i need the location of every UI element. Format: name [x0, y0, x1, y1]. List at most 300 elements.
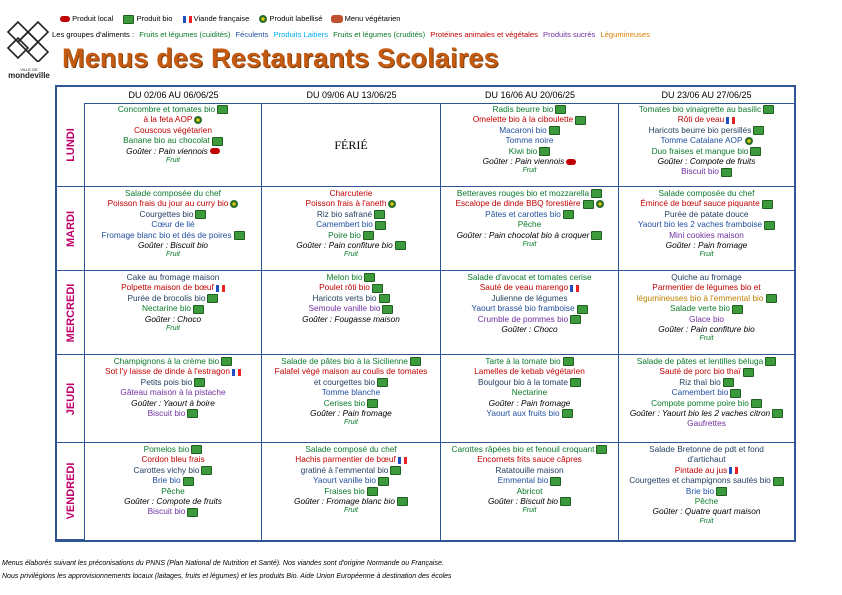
menu-item-text: Goûter : Choco — [144, 313, 202, 324]
footer-line-2: Nous privilégions les approvisionnements locaux (laitages, fruits et légumes) et les produits Bio. Aide Union Européenne à destination des écoles — [2, 573, 452, 580]
bio-icon — [379, 294, 390, 303]
bio-icon — [549, 126, 560, 135]
menu-item — [262, 293, 440, 303]
menu-item — [619, 209, 794, 219]
menu-item-text: Salade d'avocat et tomates cerise — [467, 272, 592, 282]
menu-item-text: Salade composée du chef — [658, 188, 755, 198]
menu-item — [619, 314, 794, 324]
bio-icon — [550, 477, 561, 486]
menu-item-text: et courgettes bio — [313, 376, 376, 387]
bio-icon — [372, 284, 383, 293]
menu-item — [85, 219, 261, 229]
menu-cell-mardi-week-3 — [441, 187, 619, 271]
menu-item — [262, 454, 440, 464]
menu-item-text: Fruit — [699, 517, 714, 525]
menu-item — [441, 188, 618, 198]
menu-item-text: Omelette bio à la ciboulette — [472, 114, 574, 125]
day-label-text: MERCREDI — [64, 283, 77, 342]
menu-item-text: à la feta AOP — [143, 114, 193, 125]
groups-intro: Les groupes d'aliments : — [52, 30, 135, 39]
menu-item — [85, 314, 261, 324]
menu-item-text: Yaourt aux fruits bio — [486, 408, 560, 419]
flag-icon — [232, 369, 241, 376]
menu-item-text: Yaourt vanille bio — [312, 475, 377, 486]
menu-item — [85, 356, 261, 366]
week-header-3: DU 23/06 AU 27/06/25 — [619, 87, 794, 104]
menu-cell-lundi-week-1 — [85, 103, 262, 187]
menu-item — [262, 465, 440, 475]
bio-icon — [187, 409, 198, 418]
menu-item — [85, 444, 261, 454]
bio-icon — [721, 168, 732, 177]
menu-item — [85, 125, 261, 135]
menu-item-text: Purée de patate douce — [664, 208, 749, 219]
menu-item-text: Sauté de porc bio thaï — [659, 366, 741, 377]
menu-item-text: Macaroni bio — [499, 124, 547, 135]
menu-item — [619, 282, 794, 292]
menu-item-text: Emmental bio — [497, 475, 549, 486]
menu-item — [262, 230, 440, 240]
menu-item — [619, 104, 794, 114]
bio-icon — [183, 477, 194, 486]
label-icon — [745, 137, 753, 145]
menu-item-text: Goûter : Fougasse maison — [302, 313, 400, 324]
menu-item — [85, 230, 261, 240]
menu-cell-jeudi-week-2 — [262, 355, 441, 443]
menu-item-text: Brie bio — [152, 475, 181, 486]
menu-item — [85, 486, 261, 496]
group-1: Féculents — [235, 30, 269, 39]
bio-icon — [583, 200, 594, 209]
menu-item — [619, 198, 794, 208]
menu-cell-jeudi-week-4 — [619, 355, 794, 443]
menu-item — [619, 250, 794, 260]
bio-icon — [539, 147, 550, 156]
menu-item — [85, 387, 261, 397]
bio-icon — [207, 294, 218, 303]
menu-item-text: Goûter : Pain fromage — [488, 397, 571, 408]
menu-item — [262, 240, 440, 250]
menu-item — [619, 408, 794, 418]
day-label-vendredi — [57, 443, 85, 540]
flag-icon — [726, 117, 735, 124]
bio-icon — [555, 105, 566, 114]
menu-cell-jeudi-week-3 — [441, 355, 619, 443]
bio-icon — [730, 389, 741, 398]
menu-item — [619, 125, 794, 135]
logo-text-top: VILLE DE — [20, 67, 38, 72]
menu-item-text: Biscuit bio — [147, 408, 186, 419]
menu-cell-vendredi-week-2 — [262, 443, 441, 540]
menu-item — [619, 230, 794, 240]
menu-item-text: Goûter : Quatre quart maison — [652, 506, 761, 517]
menu-item-text: FÉRIÉ — [334, 137, 368, 152]
menu-item — [262, 475, 440, 485]
menu-item-text: Salade de pâtes bio à la Sicilienne — [281, 356, 408, 366]
menu-item-text: Salade de pâtes et lentilles béluga — [636, 356, 764, 366]
menu-item — [262, 188, 440, 198]
menu-item — [619, 454, 794, 464]
menu-item — [619, 156, 794, 166]
menu-item-text: Riz bio safrané — [316, 208, 373, 219]
menu-item — [619, 418, 794, 428]
menu-item-text: Camembert bio — [316, 219, 373, 230]
bio-icon — [723, 378, 734, 387]
menu-cell-mardi-week-4 — [619, 187, 794, 271]
menu-item-text: Quiche au fromage — [671, 272, 742, 282]
menu-item-text: Goûter : Biscuit bio — [487, 496, 559, 507]
menu-item — [441, 282, 618, 292]
menu-item-text: Pomelos bio — [143, 444, 190, 454]
menu-item-text: Banane bio au chocolat — [123, 135, 210, 146]
veggie-icon — [331, 15, 343, 23]
menu-cell-mercredi-week-3 — [441, 271, 619, 355]
menu-item — [441, 198, 618, 208]
menu-item-text: Goûter : Choco — [501, 324, 558, 335]
menu-item-text: Fruit — [166, 157, 180, 165]
menu-item-text: gratiné à l'emmental bio — [300, 464, 389, 475]
menu-item-text: Fruit — [166, 251, 180, 259]
menu-item-text: Polpette maison de bœuf — [121, 282, 214, 293]
menu-item-text: Courgettes bio — [139, 208, 194, 219]
menu-item-text: Radis beurre bio — [492, 104, 554, 114]
day-label-text: MARDI — [64, 210, 77, 247]
menu-item-text: Pêche — [694, 496, 719, 507]
menu-item-text: Fruit — [344, 419, 358, 427]
menu-item-text: Hachis parmentier de bœuf — [295, 454, 396, 465]
group-0: Fruits et légumes (cuidités) — [139, 30, 231, 39]
day-label-text: LUNDI — [64, 127, 77, 162]
menu-item-text: Poisson frais du jour au curry bio — [107, 198, 229, 209]
menu-item — [441, 387, 618, 397]
menu-item — [85, 454, 261, 464]
menu-item — [619, 324, 794, 334]
bio-icon — [382, 305, 393, 314]
menu-item-text: Goûter : Fromage blanc bio — [294, 496, 395, 507]
menu-item-text: Julienne de légumes — [491, 292, 568, 303]
bio-icon — [364, 273, 375, 282]
menu-item-text: Goûter : Pain confiture bio — [296, 240, 393, 251]
menu-item — [619, 146, 794, 156]
group-2: Produits Laitiers — [273, 30, 328, 39]
menu-item — [619, 334, 794, 344]
menu-item-text: Fruit — [522, 507, 537, 515]
menu-item — [85, 240, 261, 250]
menu-item-text: Émincé de bœuf sauce piquante — [640, 198, 760, 209]
menu-item — [441, 377, 618, 387]
bio-icon — [596, 445, 607, 454]
legend — [58, 14, 406, 24]
menu-item-text: Fruit — [522, 167, 537, 175]
bio-icon — [410, 357, 421, 366]
legend-local: Produit local — [58, 14, 113, 23]
menu-item-text: Pintade au jus — [674, 464, 728, 475]
bio-icon — [732, 305, 743, 314]
menu-cell-mercredi-week-4 — [619, 271, 794, 355]
menu-item — [441, 496, 618, 506]
menu-cell-lundi-week-3 — [441, 103, 619, 187]
menu-cell-mardi-week-1 — [85, 187, 262, 271]
menu-item-text: Kiwi bio — [508, 145, 538, 156]
day-label-lundi — [57, 103, 85, 187]
menu-item — [441, 240, 618, 250]
bio-icon — [212, 137, 223, 146]
bio-icon — [765, 357, 776, 366]
menu-item-text: Semoule vanille bio — [308, 303, 381, 314]
menu-item — [619, 506, 794, 516]
menu-item-text: Goûter : Biscuit bio — [137, 240, 209, 251]
menu-item — [441, 324, 618, 334]
legend-veggie: Menu végétarien — [331, 14, 401, 23]
menu-item-text: Riz thaï bio — [679, 376, 721, 387]
menu-item-text: Fraises bio — [324, 485, 365, 496]
menu-item — [441, 209, 618, 219]
menu-item-text: Fruit — [344, 507, 358, 515]
menu-item-text: Yaourt brassé bio framboise — [471, 303, 575, 314]
bio-icon — [395, 241, 406, 250]
menu-item — [619, 272, 794, 282]
bio-icon — [221, 357, 232, 366]
menu-item-text: Goûter : Compote de fruits — [657, 156, 756, 167]
menu-item — [85, 198, 261, 208]
menu-item-text: Pâtes et carottes bio — [485, 208, 561, 219]
local-icon — [210, 148, 220, 154]
bio-icon — [562, 409, 573, 418]
legend-label: Produit labellisé — [257, 14, 322, 23]
menu-item-text: Salade verte bio — [670, 303, 730, 314]
menu-item — [85, 475, 261, 485]
menu-item-text: Biscuit bio — [147, 506, 186, 517]
bio-icon — [716, 487, 727, 496]
menu-cell-lundi-week-2 — [262, 103, 441, 187]
menu-item — [441, 454, 618, 464]
menu-item-text: Lamelles de kebab végétarien — [474, 366, 585, 377]
menu-item — [441, 125, 618, 135]
menu-item — [85, 135, 261, 145]
menu-item-text: Cerises bio — [323, 397, 366, 408]
menu-item-text: Poisson frais à l'aneth — [305, 198, 387, 209]
menu-item — [85, 366, 261, 376]
menu-item-text: Nectarine — [511, 387, 548, 398]
bio-icon — [123, 15, 134, 24]
label-icon — [259, 15, 267, 23]
bio-icon — [563, 357, 574, 366]
bio-icon — [591, 189, 602, 198]
menu-item-text: Petits pois bio — [140, 376, 193, 387]
city-logo-icon — [6, 18, 52, 62]
menu-item-text: Pêche — [161, 485, 185, 496]
bio-icon — [577, 305, 588, 314]
menu-item — [262, 209, 440, 219]
page-title: Menus des Restaurants Scolaires — [62, 43, 499, 73]
menu-item — [441, 366, 618, 376]
bio-icon — [363, 231, 374, 240]
bio-icon — [764, 221, 775, 230]
bio-icon — [374, 210, 385, 219]
menu-item — [85, 209, 261, 219]
menu-item — [262, 506, 440, 516]
bio-icon — [377, 378, 388, 387]
menu-item — [85, 506, 261, 516]
menu-item-text: Abricot — [516, 485, 543, 496]
menu-item — [262, 303, 440, 313]
menu-item-text: Goûter : Compote de fruits — [124, 496, 222, 507]
bio-icon — [766, 294, 777, 303]
menu-item — [619, 188, 794, 198]
menu-item — [262, 366, 440, 376]
menu-item-text: Charcuterie — [329, 188, 373, 198]
menu-item — [441, 465, 618, 475]
day-label-mardi — [57, 187, 85, 271]
menu-item-text: Haricots beurre bio persillés — [648, 124, 752, 135]
bio-icon — [397, 497, 408, 506]
menu-item — [441, 293, 618, 303]
menu-item — [619, 240, 794, 250]
label-icon — [194, 116, 202, 124]
menu-item — [619, 366, 794, 376]
menu-item — [441, 398, 618, 408]
menu-item-text: Biscuit bio — [681, 166, 719, 177]
menu-item — [85, 104, 261, 114]
menu-item — [619, 465, 794, 475]
menu-item — [441, 475, 618, 485]
menu-item — [619, 517, 794, 527]
menu-item-text: Goûter : Pain chocolat bio à croquer — [456, 229, 590, 240]
menu-item — [441, 356, 618, 366]
bio-icon — [390, 466, 401, 475]
menu-item — [262, 198, 440, 208]
menu-item-text: Tarte à la tomate bio — [485, 356, 561, 366]
menu-item-text: Goûter : Pain viennois — [126, 145, 208, 156]
bio-icon — [570, 378, 581, 387]
menu-item — [262, 496, 440, 506]
menu-item — [441, 146, 618, 156]
menu-item-text: Salade composée du chef — [125, 188, 221, 198]
group-5: Produits sucrés — [543, 30, 596, 39]
menu-item — [85, 398, 261, 408]
menu-item-text: Rôti de veau — [677, 114, 725, 125]
menu-item — [262, 356, 440, 366]
menu-item — [262, 387, 440, 397]
menu-item-text: Purée de brocolis bio — [127, 292, 206, 303]
menu-item — [619, 475, 794, 485]
menu-item-text: Pêche — [517, 219, 542, 230]
menu-item-text: Concombre et tomates bio — [117, 104, 216, 114]
menu-item — [619, 114, 794, 124]
menu-item — [85, 282, 261, 292]
menu-item — [85, 465, 261, 475]
menu-item — [441, 230, 618, 240]
day-label-text: JEUDI — [64, 382, 77, 415]
bio-icon — [753, 126, 764, 135]
group-6: Légumineuses — [600, 30, 650, 39]
menu-item — [334, 137, 368, 152]
flag-icon — [570, 285, 579, 292]
menu-item — [262, 314, 440, 324]
menu-item — [619, 496, 794, 506]
local-icon — [566, 159, 576, 165]
bio-icon — [560, 497, 571, 506]
menu-item — [85, 146, 261, 156]
label-icon — [388, 200, 396, 208]
menu-item — [262, 250, 440, 260]
menu-item — [262, 377, 440, 387]
menu-cell-mercredi-week-1 — [85, 271, 262, 355]
menu-item — [441, 314, 618, 324]
legend-viande: Viande française — [181, 14, 250, 23]
menu-item — [619, 398, 794, 408]
menu-item — [262, 408, 440, 418]
menu-item-text: Compote pomme poire bio — [651, 397, 749, 408]
menu-item-text: d'artichaut — [687, 454, 726, 465]
menu-item — [619, 356, 794, 366]
bio-icon — [763, 105, 774, 114]
menu-item-text: Fruit — [166, 325, 180, 333]
bio-icon — [762, 200, 773, 209]
flag-icon — [216, 285, 225, 292]
bio-icon — [773, 477, 784, 486]
menu-item-text: Betteraves rouges bio et mozzarella — [456, 188, 590, 198]
label-icon — [230, 200, 238, 208]
menu-cell-vendredi-week-3 — [441, 443, 619, 540]
menu-item-text: Sauté de veau marengo — [479, 282, 569, 293]
menu-item-text: Sot l'y laisse de dinde à l'estragon — [105, 366, 230, 377]
menu-item-text: Tomates bio vinaigrette au basilic — [638, 104, 762, 114]
menu-item — [441, 135, 618, 145]
menu-item-text: Camembert bio — [671, 387, 729, 398]
menu-item-text: Couscous végétarien — [134, 124, 212, 135]
group-4: Protéines animales et végétales — [430, 30, 538, 39]
menu-item — [441, 219, 618, 229]
bio-icon — [575, 116, 586, 125]
label-icon — [596, 200, 604, 208]
menu-item-text: Goûter : Pain fromage — [310, 408, 392, 419]
menu-item-text: Goûter : Yaourt bio les 2 vaches citron — [629, 408, 771, 419]
bio-icon — [375, 221, 386, 230]
menu-item — [441, 156, 618, 166]
menu-item-text: Goûter : Pain fromage — [665, 240, 748, 251]
bio-icon — [217, 105, 228, 114]
menu-item-text: Boulgour bio à la tomate — [478, 376, 568, 387]
logo-text-bottom: mondeville — [8, 71, 50, 80]
week-header-0: DU 02/06 AU 06/06/25 — [85, 87, 262, 104]
menu-item — [619, 293, 794, 303]
menu-item-text: Salade composé du chef — [305, 444, 397, 454]
menu-item-text: légumineuses bio à l'emmental bio — [636, 292, 764, 303]
menu-item-text: Tomme blanche — [321, 387, 381, 398]
menu-item — [441, 444, 618, 454]
menu-item-text: Fruit — [699, 335, 714, 343]
menu-item — [85, 293, 261, 303]
menu-item-text: Salade Bretonne de pdt et fond — [649, 444, 764, 454]
group-3: Fruits et légumes (crudités) — [333, 30, 426, 39]
menu-cell-mardi-week-2 — [262, 187, 441, 271]
menu-item — [619, 444, 794, 454]
menu-item — [85, 408, 261, 418]
menu-item-text: Tomme noire — [505, 135, 554, 146]
bio-icon — [772, 409, 783, 418]
menu-item-text: Mini cookies maison — [669, 229, 744, 240]
menu-item — [85, 377, 261, 387]
menu-item — [619, 486, 794, 496]
menu-item — [85, 496, 261, 506]
bio-icon — [194, 378, 205, 387]
menu-item — [85, 303, 261, 313]
menu-item-text: Poulet rôti bio — [319, 282, 370, 293]
menu-item-text: Cake au fromage maison — [126, 272, 220, 282]
menu-item-text: Cœur de lié — [151, 219, 195, 230]
menu-item-text: Brie bio — [685, 485, 715, 496]
